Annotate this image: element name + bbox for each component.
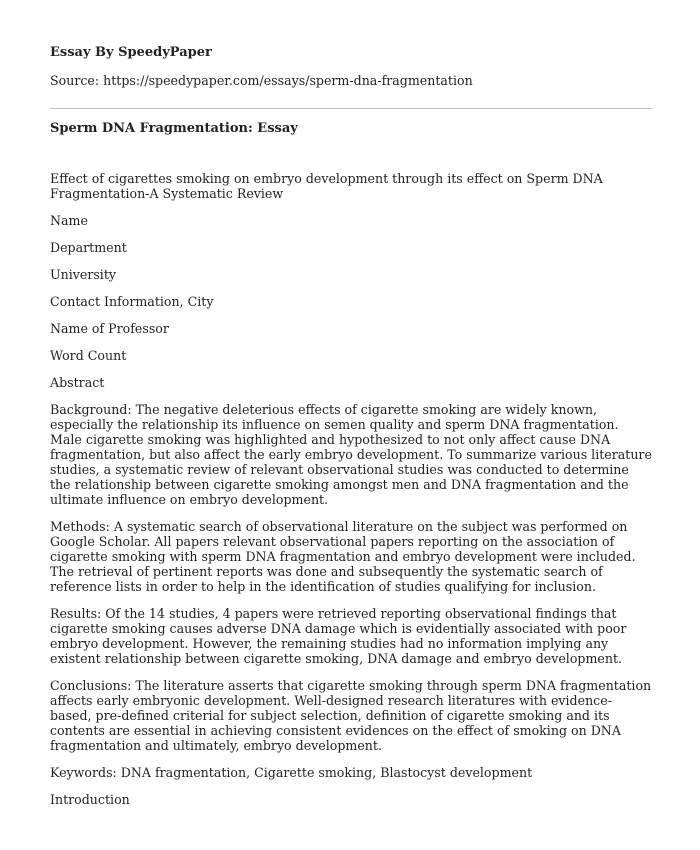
methods-paragraph: Methods: A systematic search of observational literature on the subject was performed on Google Scholar. All papers relevant observational papers reporting on the association of cigarette smoking with sperm DNA fragmentation and embryo development were included. The retrieval of pertinent reports was done and subsequently the systematic search of reference lists in order to help in the identification of studies qualifying for inclusion. [50,519,636,594]
meta-university: University [50,267,117,282]
paper-title: Effect of cigarettes smoking on embryo development through its effect on Sperm DNA Fragmentation-A Systematic Review [50,171,603,201]
meta-name: Name [50,213,88,228]
keywords-paragraph: Keywords: DNA fragmentation, Cigarette smoking, Blastocyst development [50,765,533,780]
introduction-heading: Introduction [50,792,130,807]
source-line: Source: https://speedypaper.com/essays/sperm-dna-fragmentation [50,73,473,88]
site-brand: Essay By SpeedyPaper [50,45,212,60]
conclusions-paragraph: Conclusions: The literature asserts that cigarette smoking through sperm DNA fragmentation affects early embryonic development. Well-designed research literatures with evidence-based, pre-defined criterial for subject selection, definition of cigarette smoking and its contents are essential in achieving consistent evidences on the effect of smoking on DNA fragmentation and ultimately, embryo development. [50,678,652,753]
background-paragraph: Background: The negative deleterious effects of cigarette smoking are widely known, especially the relationship its influence on semen quality and sperm DNA fragmentation. Male cigarette smoking was highlighted and hypothesized to not only affect cause DNA fragmentation, but also affect the early embryo development. To summarize various literature studies, a systematic review of relevant observational studies was conducted to determine the relationship between cigarette smoking amongst men and DNA fragmentation and the ultimate influence on embryo development. [50,402,652,507]
divider [50,108,652,109]
meta-word-count: Word Count [50,348,127,363]
meta-contact: Contact Information, City [50,294,214,309]
meta-professor: Name of Professor [50,321,169,336]
abstract-heading: Abstract [50,375,105,390]
results-paragraph: Results: Of the 14 studies, 4 papers were retrieved reporting observational findings that cigarette smoking causes adverse DNA damage which is evidentially associated with poor embryo development. However, the remaining studies had no information implying any existent relationship between cigarette smoking, DNA damage and embryo development. [50,606,627,666]
essay-title: Sperm DNA Fragmentation: Essay [50,121,298,136]
meta-department: Department [50,240,127,255]
essay-body [50,171,652,819]
